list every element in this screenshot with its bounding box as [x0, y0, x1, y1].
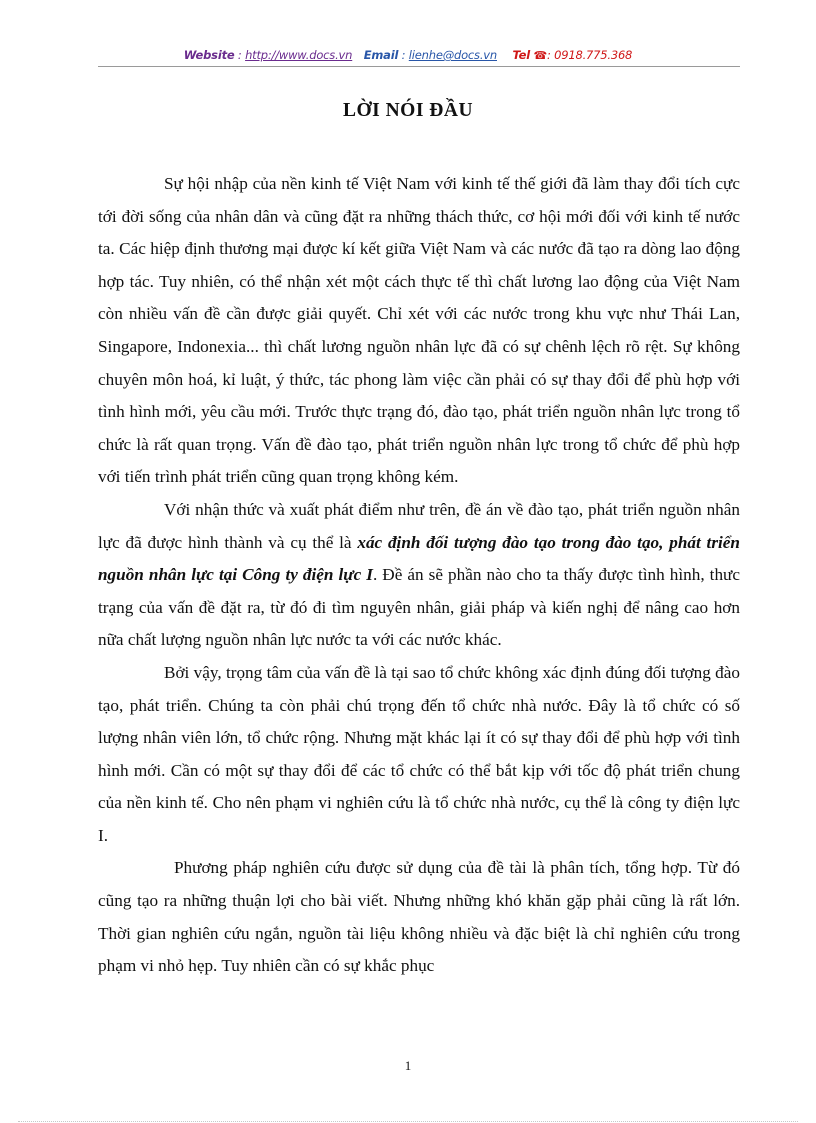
telephone-icon: ☎	[533, 49, 547, 62]
paragraph-4: Phương pháp nghiên cứu được sử dụng của đề tài là phân tích, tổng hợp. Từ đó cũng tạo ra những thuận lợi cho bài viết. Nhưng những khó khăn gặp phải cũng là rất lớn. Thời gian nghiên cứu ngắn, nguồn tài liệu không nhiều và đặc biệt là chỉ nghiên cứu trong phạm vi nhỏ hẹp. Tuy nhiên cần có sự khắc phục	[98, 858, 740, 976]
website-link[interactable]: http://www.docs.vn	[245, 48, 353, 62]
page-edge-divider	[18, 1121, 798, 1122]
page-header	[0, 47, 816, 64]
website-label: Website	[183, 48, 235, 62]
paragraph-1: Sự hội nhập của nền kinh tế Việt Nam với kinh tế thế giới đã làm thay đổi tích cực tới đời sống của nhân dân và cũng đặt ra những thách thức, cơ hội mới đối với kinh tế nước ta. Các hiệp định thương mại được kí kết giữa Việt Nam và các nước đã tạo ra dòng lao động hợp tác. Tuy nhiên, có thể nhận xét một cách thực tế thì chất lương lao động của Việt Nam còn nhiều vấn đề cần được giải quyết. Chỉ xét với các nước trong khu vực như Thái Lan, Singapore, Indonexia... thì chất lương nguồn nhân lực đã có sự chênh lệch rõ rệt. Sự không chuyên môn hoá, kỉ luật, ý thức, tác phong làm việc cần phải có sự thay đổi để phù hợp với tình hình mới, yêu cầu mới. Trước thực trạng đó, đào tạo, phát triển nguồn nhân lực trong tổ chức là rất quan trọng. Vấn đề đào tạo, phát triển nguồn nhân lực trong tổ chức để phù hợp với tiến trình phát triển cũng quan trọng không kém.	[98, 174, 740, 487]
tel-value: : 0918.775.368	[546, 48, 633, 62]
paragraph-2	[98, 494, 740, 657]
document-body	[98, 168, 740, 983]
page-number: 1	[404, 1058, 412, 1073]
paragraph-2-lead: Với nhận thức và xuất phát điểm như trên, đề án về đào tạo, phát triển nguồn nhân lực đã được hình thành và cụ thể là	[98, 499, 740, 552]
website-separator: :	[234, 48, 246, 62]
email-label: Email	[363, 48, 399, 62]
page-title: LỜI NÓI ĐẦU	[342, 100, 474, 121]
email-link[interactable]: lienhe@docs.vn	[408, 48, 497, 62]
tel-label: Tel	[512, 48, 530, 62]
header-divider	[98, 66, 740, 67]
paragraph-3: Bởi vậy, trọng tâm của vấn đề là tại sao tổ chức không xác định đúng đối tượng đào tạo, phát triển. Chúng ta còn phải chú trọng đến tổ chức nhà nước. Đây là tổ chức có số lượng nhân viên lớn, tổ chức rộng. Nhưng mặt khác lại ít có sự thay đổi để phù hợp với tình hình mới. Cần có một sự thay đổi để các tổ chức có thể bắt kịp với tốc độ phát triển chung của nền kinh tế. Cho nên phạm vi nghiên cứu là tổ chức nhà nước, cụ thể là công ty điện lực I.	[98, 662, 740, 845]
email-separator: :	[398, 48, 409, 62]
paragraph-2-emphasis: xác định đối tượng đào tạo trong đào tạo, phát triển nguồn nhân lực tại Công ty điện lực I	[98, 532, 740, 585]
paragraph-2-tail: . Đề án sẽ phần nào cho ta thấy được tình hình, thưc trạng của vấn đề đặt ra, từ đó đi tìm nguyên nhân, giải pháp và kiến nghị để nâng cao hơn nữa chất lượng nguồn nhân lực nước ta với các nước khác.	[98, 565, 740, 650]
